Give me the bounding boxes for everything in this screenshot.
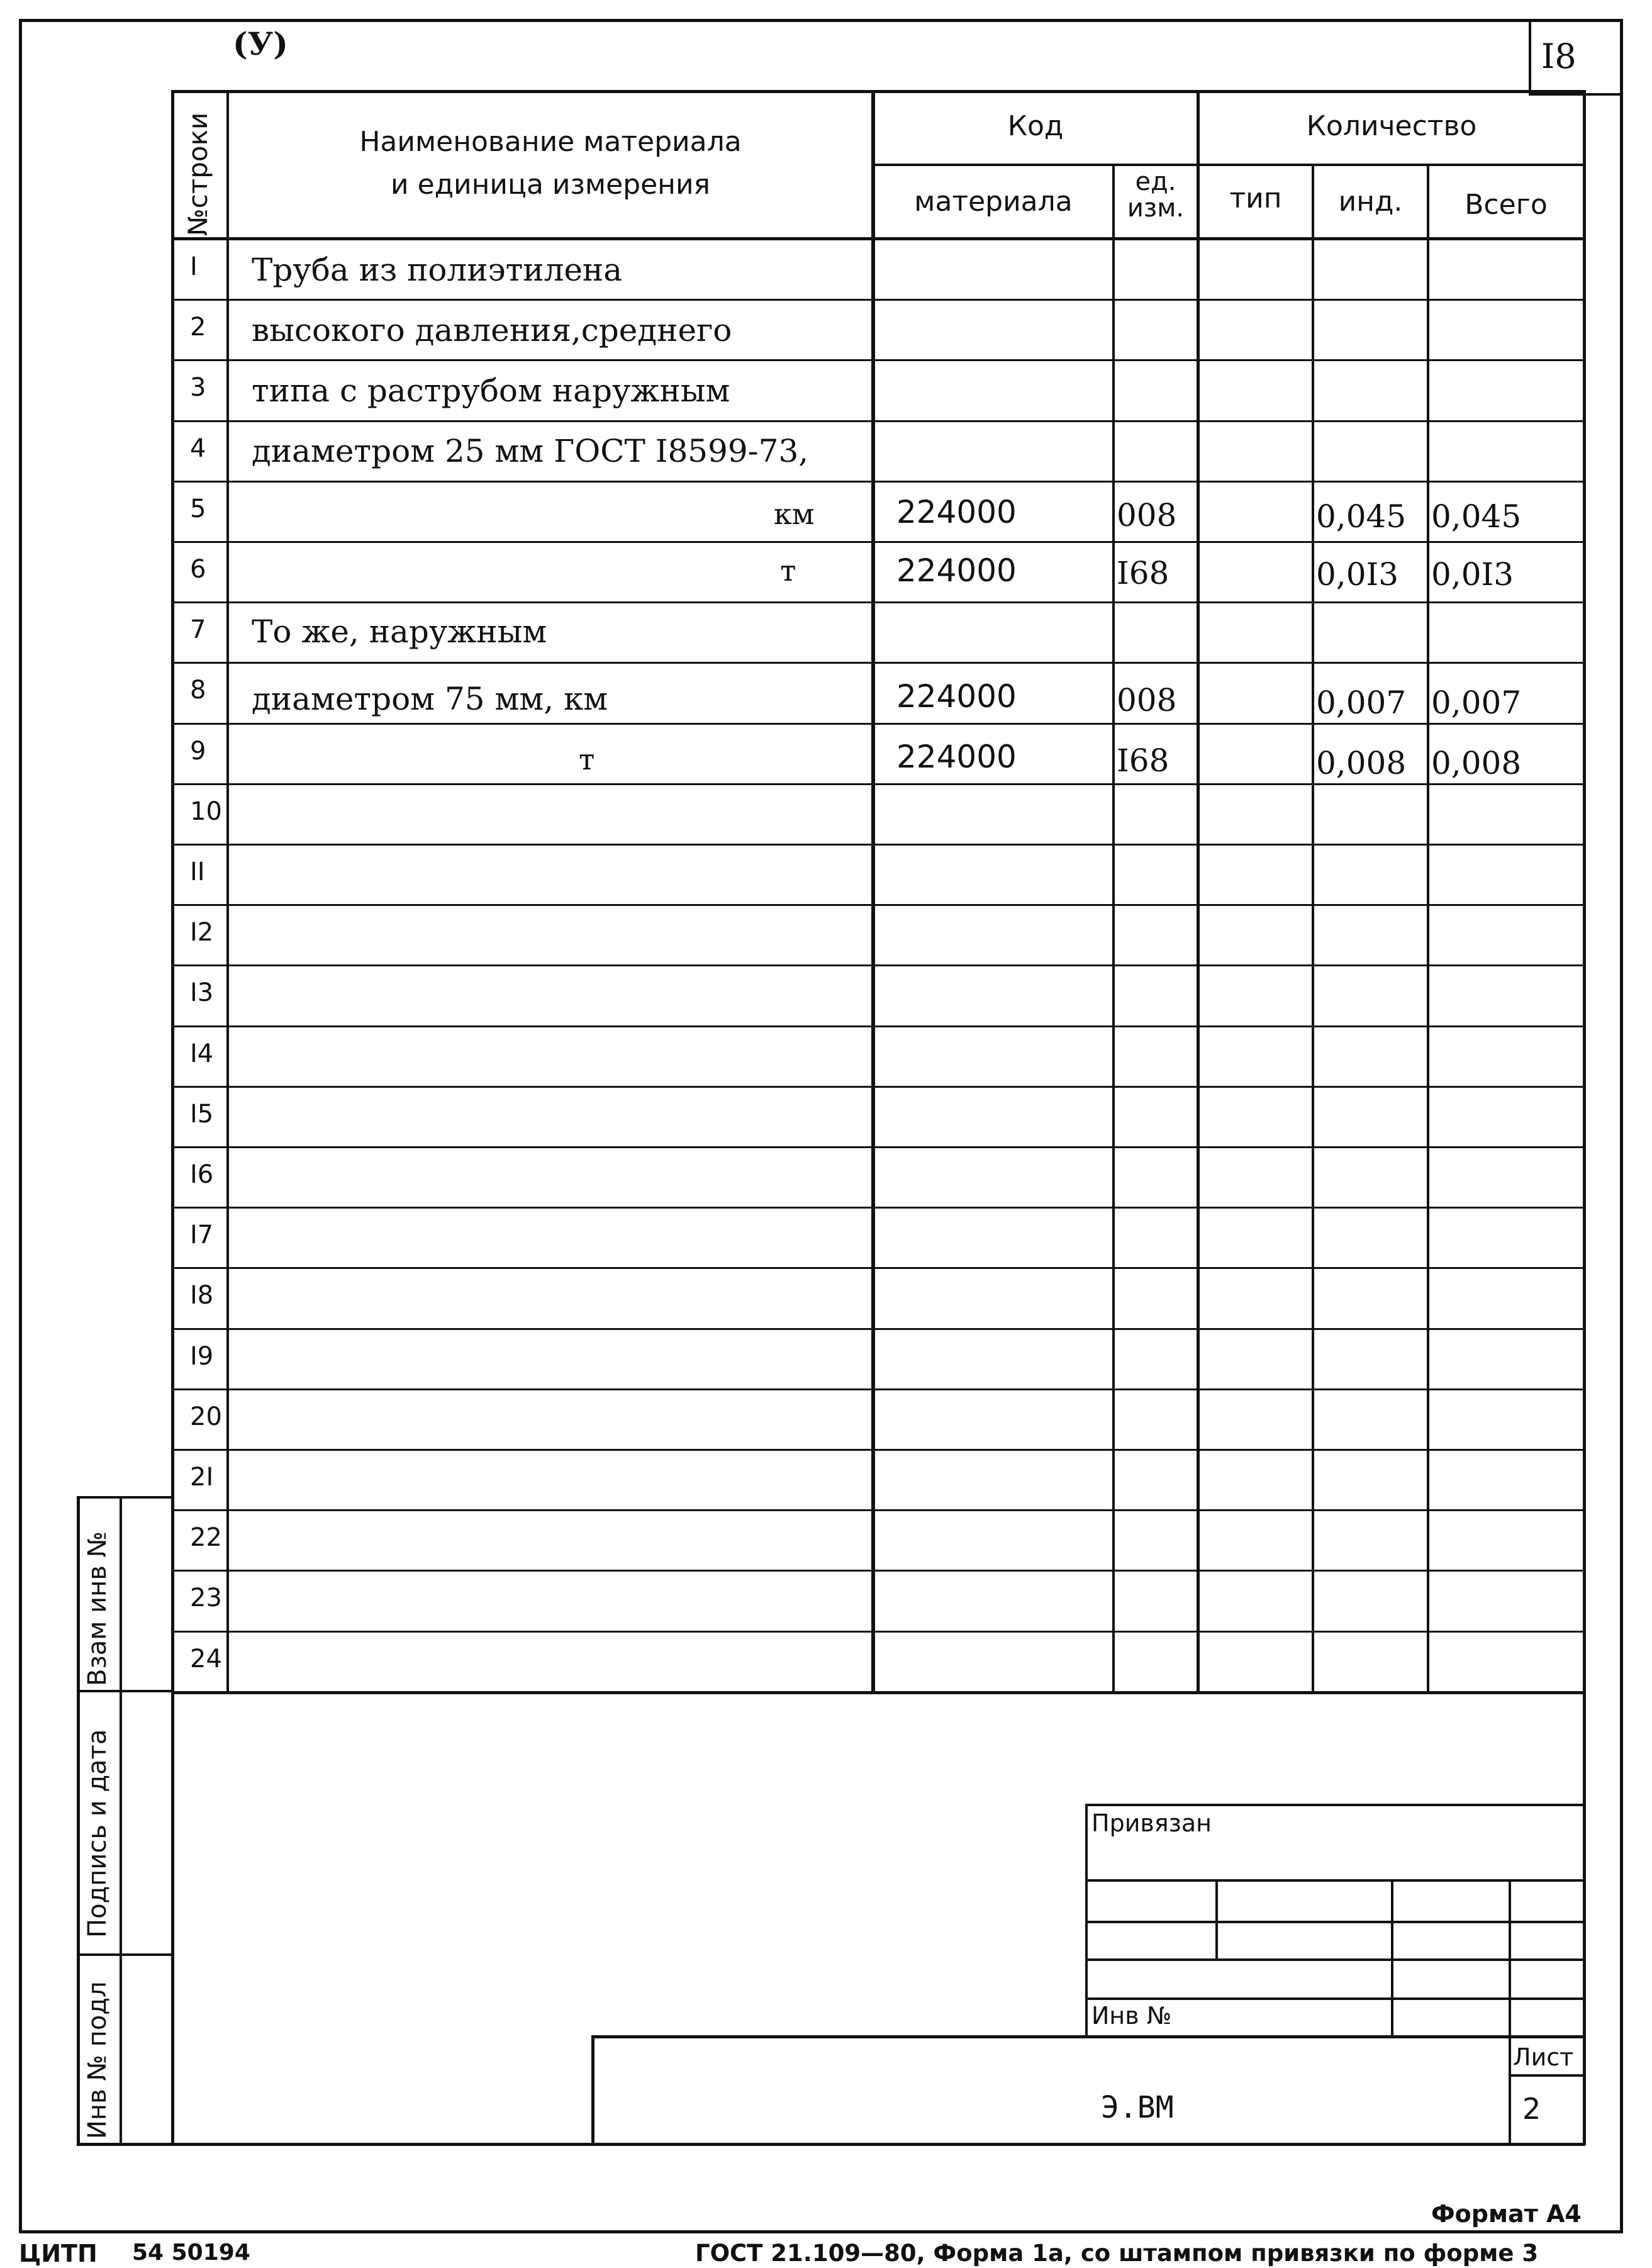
row-separator <box>171 601 1585 603</box>
row-4-name: диаметром 25 мм ГОСТ I8599-73, <box>252 433 809 469</box>
side-sep-2 <box>77 1953 174 1956</box>
row-number: 3 <box>190 373 206 402</box>
row-6-total: 0,0I3 <box>1431 556 1514 593</box>
row-separator <box>171 1388 1585 1390</box>
side-inner-line <box>120 1496 122 2145</box>
header-ind: инд. <box>1338 186 1403 218</box>
row-2-name: высокого давления,среднего <box>252 312 732 349</box>
row-separator <box>171 844 1585 846</box>
row-number: I <box>190 252 198 281</box>
col-unit-sep <box>1197 90 1200 1693</box>
row-5-total: 0,045 <box>1431 498 1522 535</box>
header-name-line2: и единица измерения <box>390 169 711 201</box>
row-5-unit-code: 008 <box>1117 497 1177 533</box>
stamp-col-2 <box>1391 1879 1393 2036</box>
row-separator <box>171 541 1585 543</box>
side-label-podpis: Подпись и дата <box>83 1729 112 1938</box>
row-8-ind: 0,007 <box>1316 684 1407 721</box>
side-label-vzam: Взам инв № <box>83 1531 112 1686</box>
stamp-list-label: Лист <box>1513 2043 1574 2071</box>
row-number: 8 <box>190 676 206 705</box>
row-number: 7 <box>190 615 206 644</box>
row-separator <box>171 1631 1585 1633</box>
row-number: I5 <box>190 1100 214 1129</box>
header-quantity: Количество <box>1306 110 1477 142</box>
stamp-privyazan: Привязан <box>1091 1809 1212 1837</box>
col-name-sep <box>871 90 875 1693</box>
row-separator <box>171 1449 1585 1451</box>
row-number: 2I <box>190 1463 214 1492</box>
row-number: I6 <box>190 1160 214 1189</box>
stamp-list-value: 2 <box>1522 2092 1541 2126</box>
row-8-unit-code: 008 <box>1117 682 1177 718</box>
table-bottom-line <box>77 2143 1585 2146</box>
row-8-total: 0,007 <box>1431 684 1522 721</box>
footer-code: 54 50194 <box>132 2240 250 2265</box>
corner-mark: (У) <box>233 25 288 62</box>
header-row-no: №строки <box>182 112 213 236</box>
row-separator <box>171 1328 1585 1330</box>
row-number: 23 <box>190 1584 222 1612</box>
row-number: 5 <box>190 494 206 523</box>
list-label-line <box>1509 2074 1585 2077</box>
footer-standard: ГОСТ 21.109—80, Форма 1а, со штампом привязки по форме 3 <box>695 2240 1539 2267</box>
row-9-code: 224000 <box>896 739 1017 775</box>
stamp-doc-code: Э.ВМ <box>1101 2090 1174 2125</box>
header-type: тип <box>1229 182 1282 215</box>
row-8-code: 224000 <box>896 678 1017 715</box>
row-number: II <box>190 857 205 886</box>
stamp-col-3 <box>1509 1879 1511 2143</box>
row-separator <box>171 1509 1585 1511</box>
row-separator <box>171 1570 1585 1572</box>
row-5-unit-label: км <box>774 497 815 531</box>
row-number: I4 <box>190 1039 214 1068</box>
row-9-unit-label: т <box>579 742 595 776</box>
side-outer-line <box>77 1496 80 2145</box>
sheet-number-underline <box>1529 93 1623 96</box>
side-label-inv-podl: Инв № подл <box>83 1981 112 2139</box>
row-6-ind: 0,0I3 <box>1316 556 1399 593</box>
row-separator <box>171 783 1585 785</box>
row-separator <box>171 723 1585 725</box>
row-number: I2 <box>190 918 214 947</box>
row-1-name: Труба из полиэтилена <box>252 252 623 288</box>
row-9-unit-code: I68 <box>1117 742 1169 779</box>
row-number: 24 <box>190 1645 222 1673</box>
header-mid-line <box>871 164 1585 166</box>
sheet-number: I8 <box>1541 36 1577 76</box>
row-number: I7 <box>190 1221 214 1249</box>
row-6-code: 224000 <box>896 552 1017 589</box>
row-separator <box>171 481 1585 483</box>
col-type-sep <box>1312 165 1314 1693</box>
row-number: I9 <box>190 1342 214 1371</box>
row-number: 6 <box>190 555 206 584</box>
row-number: 22 <box>190 1523 222 1552</box>
row-number: I3 <box>190 978 214 1007</box>
row-separator <box>171 662 1585 664</box>
row-number: I8 <box>190 1281 214 1310</box>
row-separator <box>171 1146 1585 1148</box>
footer-format: Формат А4 <box>1431 2200 1582 2228</box>
header-code: Код <box>1007 110 1064 142</box>
row-9-ind: 0,008 <box>1316 745 1407 781</box>
frame-bottom <box>19 2230 1623 2233</box>
row-number: 10 <box>190 797 222 826</box>
header-unit-line1: ед. <box>1135 167 1176 196</box>
footer-org: ЦИТП <box>19 2240 98 2267</box>
side-sep-1 <box>77 1690 174 1692</box>
row-separator <box>171 359 1585 361</box>
row-number: 2 <box>190 313 206 342</box>
frame-right <box>1620 19 1623 2233</box>
row-number: 9 <box>190 737 206 766</box>
table-body-bottom <box>171 1691 1585 1694</box>
title-block-top <box>591 2035 1585 2038</box>
row-separator <box>171 1267 1585 1269</box>
row-separator <box>171 904 1585 906</box>
row-separator <box>171 420 1585 422</box>
col-ind-sep <box>1427 165 1429 1693</box>
row-separator <box>171 299 1585 301</box>
row-5-ind: 0,045 <box>1316 498 1407 535</box>
title-block-left <box>591 2035 594 2145</box>
row-separator <box>171 1207 1585 1209</box>
stamp-col-1 <box>1215 1879 1218 1961</box>
row-5-code: 224000 <box>896 494 1017 530</box>
stamp-top <box>1085 1804 1585 1806</box>
row-6-unit-label: т <box>780 554 796 588</box>
header-bottom-line <box>171 237 1585 240</box>
stamp-left <box>1085 1804 1088 2036</box>
row-6-unit-code: I68 <box>1117 555 1169 591</box>
stamp-inv-no: Инв № <box>1091 2002 1172 2030</box>
row-8-name: диаметром 75 мм, км <box>252 681 608 717</box>
table-top-line <box>171 90 1585 93</box>
sheet-number-divider <box>1529 19 1531 94</box>
header-total: Всего <box>1465 189 1548 221</box>
row-3-name: типа с раструбом наружным <box>252 372 730 409</box>
header-material: материала <box>914 186 1073 218</box>
side-top-line <box>77 1496 174 1499</box>
row-9-total: 0,008 <box>1431 745 1522 781</box>
table-right-line <box>1583 90 1586 2145</box>
row-number: 20 <box>190 1402 222 1431</box>
row-separator <box>171 1086 1585 1088</box>
frame-left <box>19 19 22 2233</box>
row-separator <box>171 1025 1585 1027</box>
header-unit-line2: изм. <box>1127 194 1185 223</box>
row-number: 4 <box>190 434 206 463</box>
frame-top <box>19 19 1623 22</box>
row-separator <box>171 964 1585 966</box>
col-code-sep <box>1112 165 1115 1693</box>
row-7-name: То же, наружным <box>252 613 547 650</box>
header-unit <box>1115 169 1197 221</box>
header-name-line1: Наименование материала <box>359 126 742 158</box>
